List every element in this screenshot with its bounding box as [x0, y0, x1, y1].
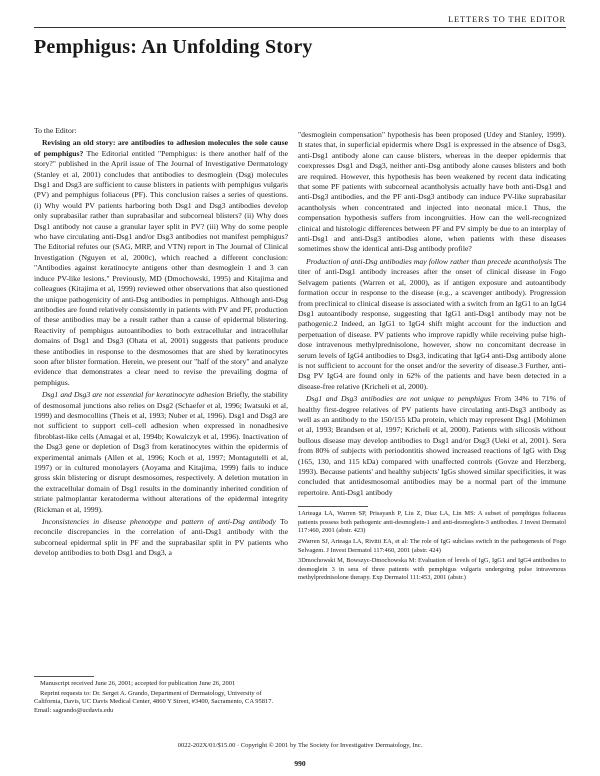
paragraph-6-body: From 34% to 71% of healthy first-degree relatives of PV patients have circulating anti-Dsg3 antibody as well as an antibody to the 150/155 kDa protein, which may represent Dsg1 (Mohimen et al, 1993; Brandsen et al, 1997; Kricheli et al, 2000). Patients with silicosis without bullous disease may develop antibodies to Dsg1 and/or Dsg3 (Ueki et al, 2001). Sera from 80% of subjects with periodontitis showed increased reactions of IgG with Dsg (165, 130, and 115 kDa) compared with unaffected controls (Govze and Herzberg, 1993). Because patients' and healthy subjects' IgGs showed similar specificities, it was concluded that antidesmosomal antibodies may be a normal part of the immune repertoire. Anti-Dsg1 antibody — [298, 394, 566, 497]
paragraph-2-body: Briefly, the stability of desmosomal junctions also relies on Dsg2 (Schaefer et al, 1996; Iwatsuki et al, 1999) and desmocollins (Theis et al, 1993; Nuber et al, 1996). Dsg1 and Dsg3 are not sufficient to support cell–cell adhesion when expressed in nonadhesive fibroblast-like cells (Amagai et al, 1994b; Kowalczyk et al, 1996). Inactivation of the Dsg3 gene or depletion of Dsg3 from keratinocytes within the epidermis of experimental animals (Allen et al, 1996; Koch et al, 1997; Montagutelli et al, 1997) or in cultured monolayers (Aoyama and Kitajima, 1999) fails to induce gross skin blistering or disrupt desmosomes, respectively. A deletion mutation in the extracellular domain of Dsg1 results in the dominantly inherited condition of striate palmoplantar keratoderma without alterations of the epidermal integrity (Rickman et al, 1999). — [34, 390, 289, 514]
copyright-line: 0022-202X/01/$15.00 · Copyright © 2001 by The Society for Investigative Dermatology, Inc. — [177, 742, 423, 749]
article-title: Pemphigus: An Unfolding Story — [34, 36, 313, 58]
paragraph-6-heading: Dsg1 and Dsg3 antibodies are not unique to pemphigus — [306, 394, 491, 404]
manuscript-rule — [34, 676, 94, 677]
footnotes — [298, 510, 566, 583]
paragraph-1-body: The Editorial entitled "Pemphigus: is there another half of the story?" published in the April issue of The Journal of Investigative Dermatology (Stanley et al, 2001) concludes that antibodies to desmoglein (Dsg) molecules Dsg1 and Dsg3 are sufficient to cause blisters in patients with pemphigus vulgaris (PV) and pemphigus foliaceus (PF). This conclusion raises a series of questions. (i) Why would PV patients harboring both Dsg1 and Dsg3 antibodies develop only suprabasilar rather than suprabasilar and subcorneal blisters? (ii) Why does Dsg1 antibody not cause a granular layer split in PV? (iii) Why do some people who have circulating anti-Dsg1 and/or Dsg3 antibodies not manifest pemphigus? The Editorial refutes our (SAG, MRP, and VTN) report in The Journal of Clinical Investigation (Nguyen et al, 2000c), which reached a different conclusion: "Antibodies against keratinocyte antigens other than desmoglein 1 and 3 can induce PV-like lesions." Previously, MD (Dmochowski, 1995) and Kitajima and colleagues (Kitajima et al, 1999) reviewed other observations that also questioned the unique pathogenicity of anti-Dsg antibodies in pemphigus. Although anti-Dsg antibodies are found relatively consistently in patients with PV and PF, production of these antibodies may be a result rather than a cause of epidermal blistering. Reactivity of pemphigus autoantibodies to both extracellular and intracellular domains of Dsg1 and Dsg3 (Ohata et al, 2001) suggests that patients produce these antibodies in response to the desmosomes that are shed by keratinocytes soon after blister formation. Herein, we present our "half of the story" and analyze evidence that demonstrates a clear need to revise the prevailing dogma of pemphigus. — [34, 148, 288, 387]
salutation: To the Editor: — [34, 126, 77, 135]
left-column — [34, 126, 288, 561]
right-column — [298, 130, 566, 585]
paragraph-5 — [298, 257, 566, 392]
paragraph-2 — [34, 390, 288, 515]
header-rule — [34, 27, 566, 28]
paragraph-2-heading: Dsg1 and Dsg3 are not essential for keratinocyte adhesion — [42, 390, 225, 400]
paragraph-4: "desmoglein compensation" hypothesis has been proposed (Udey and Stanley, 1999). It states that, in superficial epidermis where Dsg1 is expressed in the absence of Dsg3, anti-Dsg1 antibody alone can cause blisters, whereas in the deeper epidermis that coexpresses Dsg1 and Dsg3, neither anti-Dsg antibody alone causes blisters and both are required. However, this hypothesis has been weakened by recent data indicating that some PF patients with subcorneal acantholysis actually have both anti-Dsg1 and anti-Dsg3 antibodies, and the PF anti-Dsg3 antibody can induce PV-like suprabasilar acantholysis when concentrated and injected into neonatal mice.1 Thus, the compensation hypothesis suffers from incongruities. How can the well-recognized clinical and histologic differences between PF and PV simply be due to an interplay of anti-Dsg1 and anti-Dsg3 antibodies alone, when patients with these diseases sometimes show the identical anti-Dsg antibody profile? — [298, 130, 566, 254]
footnote-rule — [298, 506, 368, 507]
page-number: 990 — [294, 759, 306, 768]
manuscript-received: Manuscript received June 26, 2001; accepted for publication June 26, 2001 — [40, 680, 236, 687]
section-label: LETTERS TO THE EDITOR — [448, 14, 566, 24]
footnote-1: 1Arteaga LA, Warren SP, Prisayanh P, Liu Z, Diaz LA, Lin MS: A subset of pemphigus foliaceus patients possess both pathogenic anti-desmoglein-1 and anti-desmoglein-3 antibodies. J Invest Dermatol 117:460, 2001 (abstr. 423) — [298, 510, 566, 535]
paragraph-5-heading: Production of anti-Dsg antibodies may follow rather than precede acantholysis — [306, 256, 553, 266]
footnote-3: 3Dmochowski M, Bowszyc-Dmochowska M: Evaluation of levels of IgG, IgG1 and IgG4 antibodies to desmoglein 3 in sera of three patients with pemphigus vulgaris undergoing pulse intravenous methylprednisolone therapy. Exp Dermatol 111:453, 2001 (abstr.) — [298, 557, 566, 582]
manuscript-note — [34, 676, 288, 716]
paragraph-6 — [298, 394, 566, 498]
footnote-2: 2Warren SJ, Arteaga LA, Rivitti EA, et al: The role of IgG subclass switch in the pathogenesis of Fogo Selvagem. J Invest Dermatol 117:460, 2001 (abstr. 424) — [298, 538, 566, 554]
paragraph-5-body: The titer of anti-Dsg1 antibody increases after the onset of clinical disease in Fogo Selvagem patients (Warren et al, 2000), as if antigen exposure and autoantibody formation occur in response to the disease (e.g., a scavenger antibody). Progression from preclinical to clinical disease is associated with a switch from an IgG1 to an IgG4 Dsg1 autoantibody response, suggesting that IgG1 anti-Dsg1 antibody may not be pathogenic.2 Indeed, an IgG1 to IgG4 shift might account for the induction and perpetuation of disease. PV patients who improve rapidly while receiving pulse high-dose intravenous methylprednisolone, however, show no concomitant decrease in serum levels of IgG4 antibodies to Dsg3, indicating that IgG4 anti-Dsg antibody alone is not sufficient to account for the onset and/or the severity of disease.3 Further, anti-Dsg PV IgG4 are found only in 62% of the patients and have been detected in a disease-free relative (Kricheli et al, 2000). — [298, 256, 566, 391]
paragraph-1 — [34, 138, 288, 388]
paragraph-3 — [34, 517, 288, 559]
paragraph-3-body: To reconcile discrepancies in the correlation of anti-Dsg1 antibody with the subcorneal epidermal split in PF and the suprabasilar split in PV patients who develop antibodies to both Dsg1 and Dsg3, a — [34, 517, 288, 558]
paragraph-3-heading: Inconsistencies in disease phenotype and pattern of anti-Dsg antibody — [42, 517, 276, 527]
reprint-requests: Reprint requests to: Dr. Sergei A. Grando, Department of Dermatology, University of California, Davis, UC Davis Medical Center, 4860 Y Street, #3400, Sacramento, CA 95817. Email: sagrando@ucdavis.edu — [34, 689, 274, 714]
paragraph-1-heading: Revising an old story: are antibodies to adhesion molecules the sole cause of pemphigus? — [34, 138, 288, 158]
